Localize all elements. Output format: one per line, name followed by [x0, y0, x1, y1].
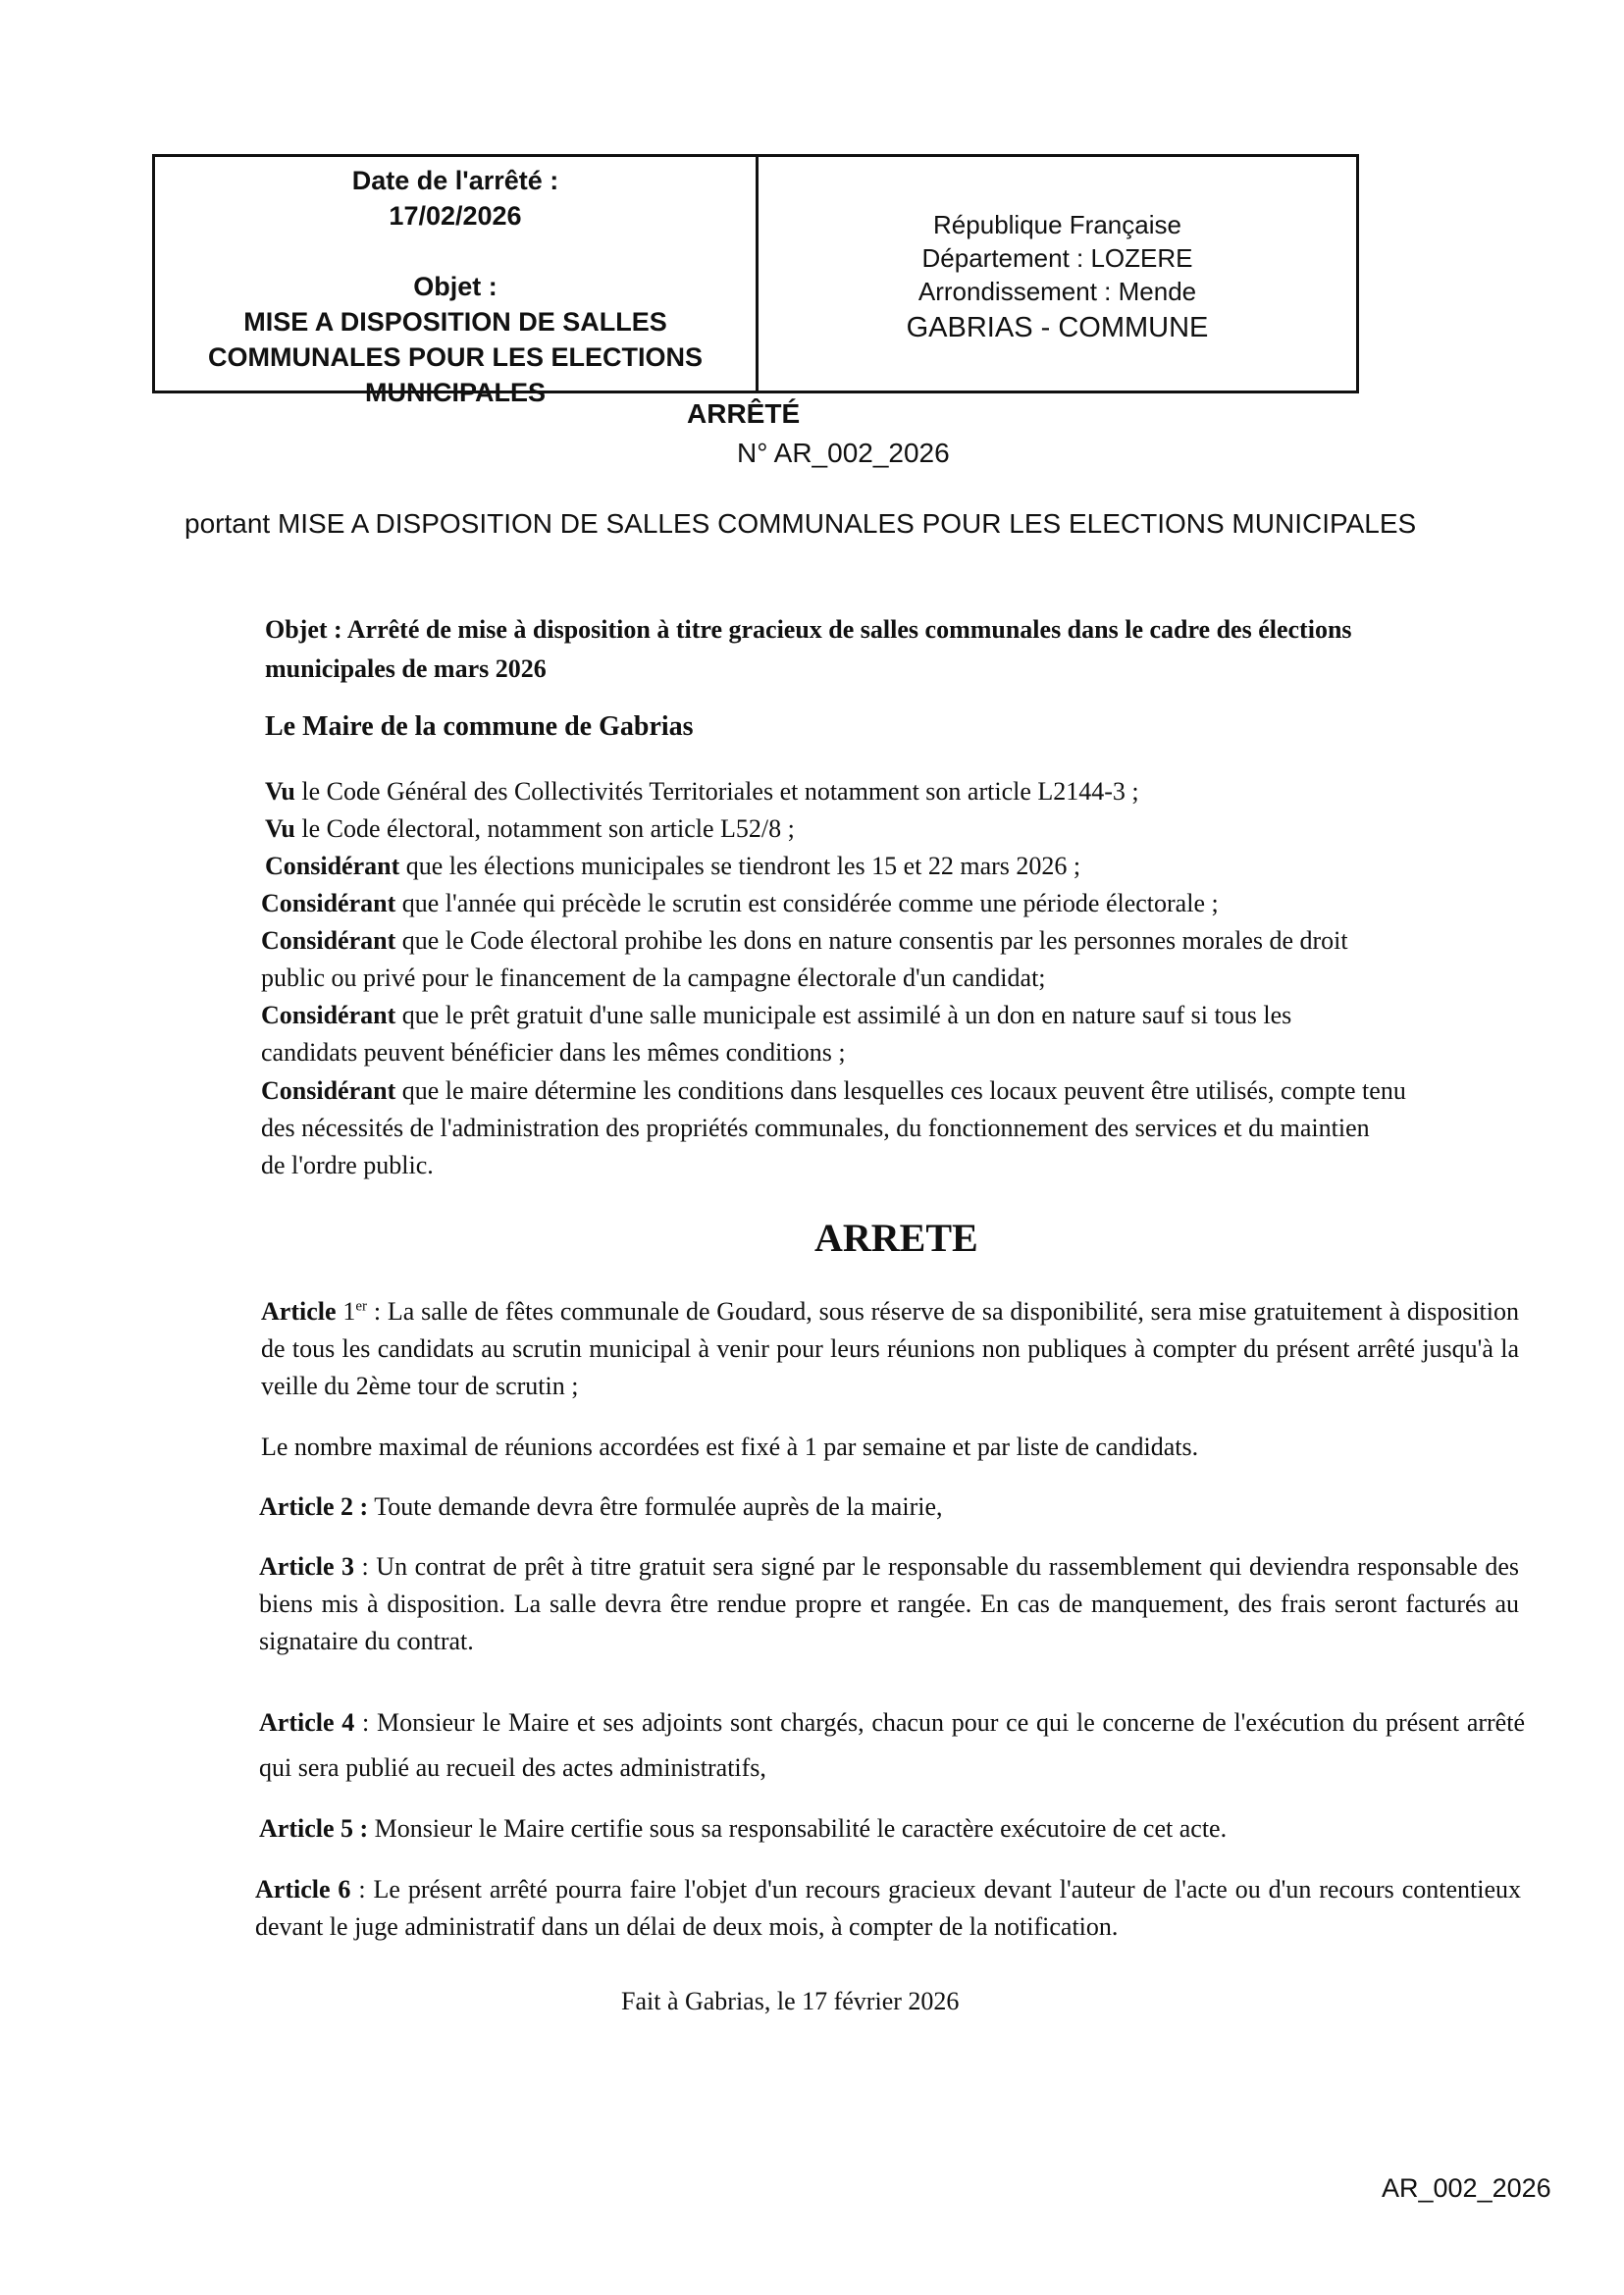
maire-heading: Le Maire de la commune de Gabrias	[265, 711, 694, 742]
arrete-number: N° AR_002_2026	[737, 438, 950, 468]
considerant-text: que le Code électoral prohibe les dons en nature consentis par les personnes morales de droit	[395, 926, 1348, 955]
considerant-item	[261, 1072, 1406, 1184]
objet-label: Objet :	[413, 272, 498, 301]
objet-paragraph	[265, 610, 1521, 689]
considerant-text: que le prêt gratuit d'une salle municipale est assimilé à un don en nature sauf si tous les	[395, 1001, 1292, 1029]
objet-text-2: municipales de mars 2026	[265, 654, 547, 683]
republique: République Française	[933, 210, 1181, 239]
header-left-cell	[155, 157, 759, 407]
article-text: : Le présent arrêté pourra faire l'objet d'un recours gracieux devant l'auteur de l'acte ou d'un recours contentieux devant le juge administratif dans un délai de deux mois, à compter de la notification.	[255, 1875, 1521, 1941]
article-3	[259, 1548, 1519, 1660]
commune-name: GABRIAS - COMMUNE	[906, 312, 1209, 343]
portant-subtitle: portant MISE A DISPOSITION DE SALLES COMMUNALES POUR LES ELECTIONS MUNICIPALES	[184, 508, 1417, 539]
visa-text: le Code Général des Collectivités Territoriales et notamment son article L2144-3 ;	[294, 777, 1139, 806]
header-right-cell	[759, 157, 1356, 391]
considerant-item	[261, 885, 1219, 922]
article-text: : La salle de fêtes communale de Goudard, sous réserve de sa disponibilité, sera mise gratuitement à disposition de tous les candidats au scrutin municipal à venir pour leurs réunions non publiques à compter du présent arrêté jusqu'à la veille du 2ème tour de scrutin ;	[261, 1297, 1519, 1400]
objet-line-1: MISE A DISPOSITION DE SALLES	[243, 307, 667, 337]
objet-keyword: Objet	[265, 615, 328, 644]
considerant-item	[261, 997, 1291, 1071]
considerant-keyword: Considérant	[261, 889, 396, 917]
article-5	[259, 1810, 1525, 1848]
considerant-item	[261, 922, 1348, 997]
article-text: : Monsieur le Maire et ses adjoints sont chargés, chacun pour ce qui le concerne de l'exécution du présent arrêté qui sera publié au recueil des actes administratifs,	[259, 1708, 1525, 1782]
article-text: Monsieur le Maire certifie sous sa responsabilité le caractère exécutoire de cet acte.	[368, 1814, 1228, 1843]
visa-item	[265, 773, 1139, 810]
considerant-item	[265, 848, 1080, 885]
arrete-heading: ARRETE	[814, 1216, 978, 1260]
article-1-paragraph-2: Le nombre maximal de réunions accordées est fixé à 1 par semaine et par liste de candidats.	[261, 1433, 1199, 1461]
visa-item	[265, 810, 795, 848]
article-label: Article 4	[259, 1708, 355, 1737]
considerant-text: public ou privé pour le financement de la campagne électorale d'un candidat;	[261, 964, 1046, 992]
article-label: Article 6	[255, 1875, 351, 1904]
visa-keyword: Vu	[265, 777, 295, 806]
considerant-text: de l'ordre public.	[261, 1151, 434, 1179]
considerant-keyword: Considérant	[265, 852, 400, 880]
article-label: Article 2 :	[259, 1492, 369, 1521]
visa-keyword: Vu	[265, 814, 295, 843]
article-4	[259, 1700, 1525, 1791]
date-value: 17/02/2026	[389, 201, 522, 231]
considerant-text: des nécessités de l'administration des propriétés communales, du fonctionnement des services et du maintien	[261, 1114, 1370, 1142]
article-text: : Un contrat de prêt à titre gratuit sera signé par le responsable du rassemblement qui deviendra responsable des biens mis à disposition. La salle devra être rendue propre et rangée. En cas de manquement, des frais seront facturés au signataire du contrat.	[259, 1552, 1519, 1655]
objet-line-2: COMMUNALES POUR LES ELECTIONS	[207, 342, 704, 372]
considerant-text: que le maire détermine les conditions dans lesquelles ces locaux peuvent être utilisés, compte tenu	[395, 1076, 1406, 1105]
article-label: Article	[261, 1297, 337, 1326]
article-superscript: er	[355, 1298, 367, 1315]
article-label: Article 5 :	[259, 1814, 369, 1843]
article-2	[259, 1488, 1525, 1526]
signature-line: Fait à Gabrias, le 17 février 2026	[621, 1987, 960, 2015]
date-label: Date de l'arrêté :	[351, 166, 559, 195]
considerant-text: que les élections municipales se tiendront les 15 et 22 mars 2026 ;	[399, 852, 1081, 880]
arrondissement: Arrondissement : Mende	[917, 277, 1197, 306]
article-label: Article 3	[259, 1552, 355, 1581]
visa-text: le Code électoral, notamment son article L52/8 ;	[294, 814, 795, 843]
objet-line-3: MUNICIPALES	[364, 378, 546, 407]
article-number: 1	[336, 1297, 356, 1326]
considerant-keyword: Considérant	[261, 1076, 396, 1105]
article-text: Toute demande devra être formulée auprès de la mairie,	[368, 1492, 943, 1521]
objet-text-1: : Arrêté de mise à disposition à titre gracieux de salles communales dans le cadre des élections	[327, 615, 1352, 644]
considerant-keyword: Considérant	[261, 926, 396, 955]
article-1	[261, 1293, 1519, 1405]
considerant-text: candidats peuvent bénéficier dans les mêmes conditions ;	[261, 1038, 846, 1067]
article-6	[255, 1871, 1521, 1946]
departement: Département : LOZERE	[921, 243, 1193, 273]
considerant-keyword: Considérant	[261, 1001, 396, 1029]
header-box	[152, 154, 1359, 407]
footer-reference: AR_002_2026	[1382, 2173, 1551, 2203]
considerant-text: que l'année qui précède le scrutin est considérée comme une période électorale ;	[395, 889, 1219, 917]
arrete-title: ARRÊTÉ	[687, 398, 801, 429]
